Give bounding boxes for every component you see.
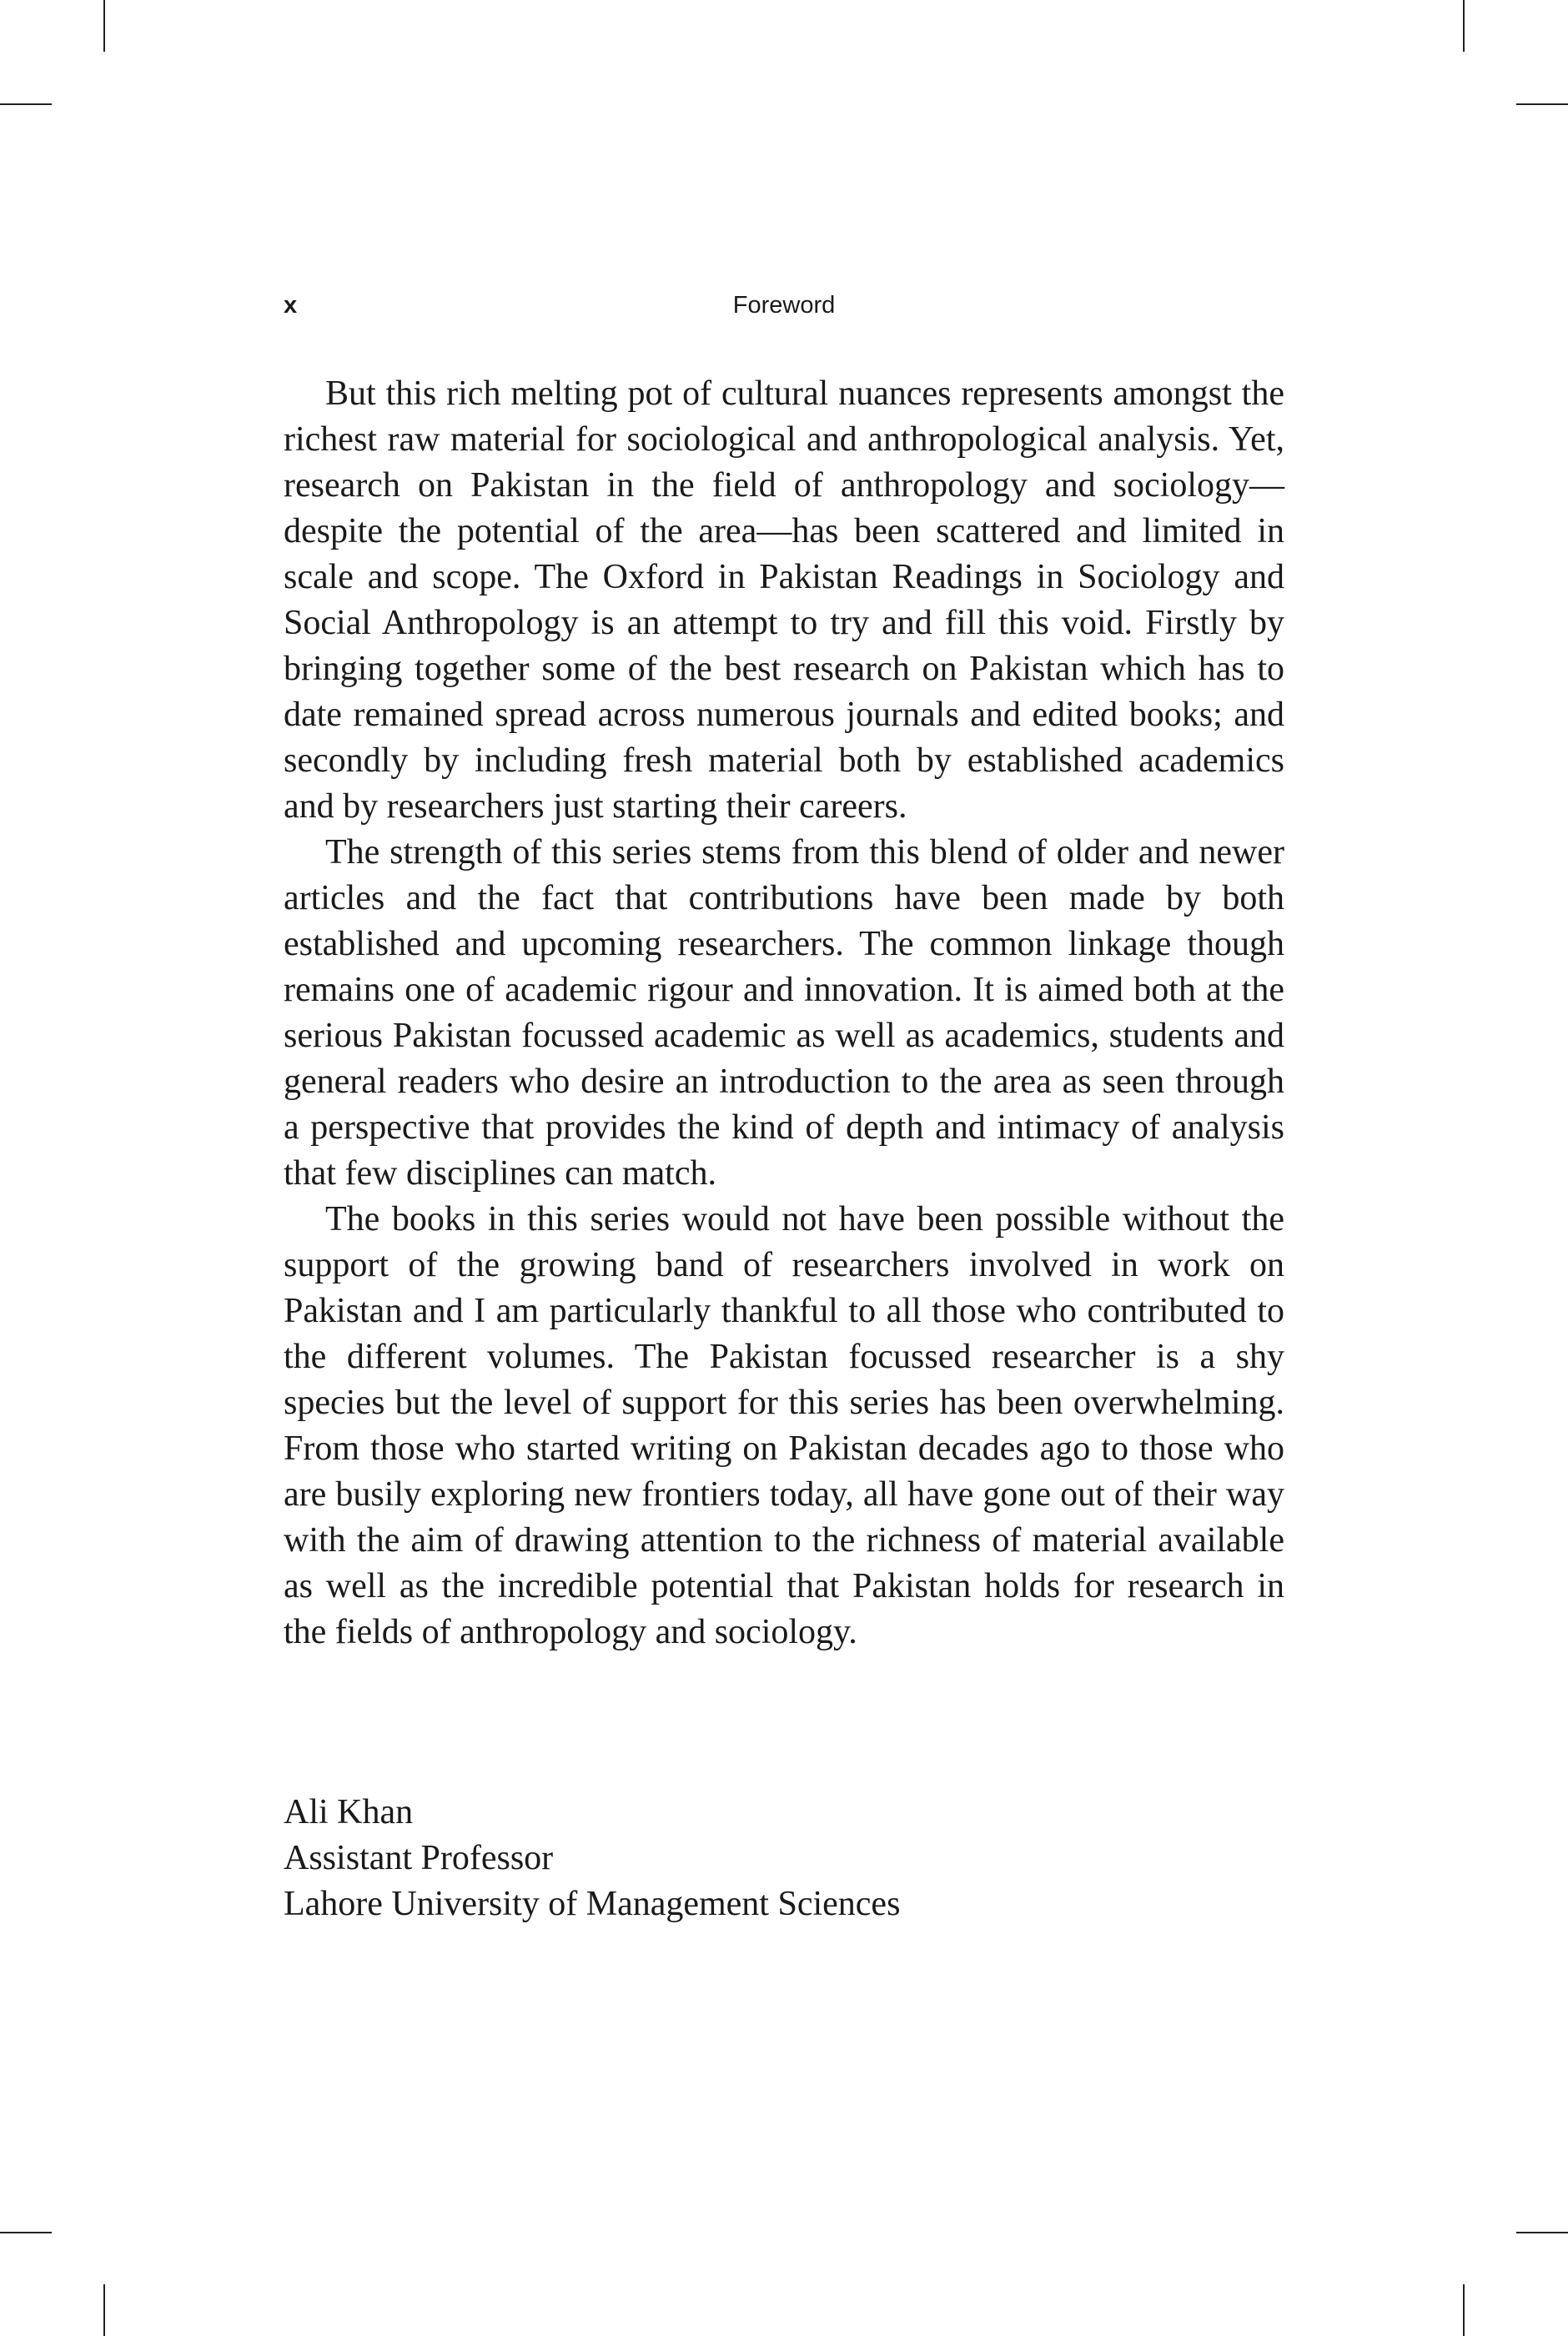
running-head [0, 292, 1568, 325]
running-head-title: Foreword [732, 292, 836, 319]
crop-mark-top-left-vertical [103, 0, 105, 52]
author-name: Ali Khan [284, 1793, 414, 1831]
author-institution: Lahore University of Management Sciences [284, 1885, 901, 1923]
page-number: x [284, 292, 298, 319]
body-text [284, 371, 1284, 1655]
paragraph-3: The books in this series would not have been possible without the support of the growing band of researchers involved in work on Pakistan and I am particularly thankful to all those who contributed to the different volumes. The Pakistan focussed researcher is a shy species but the level of support for this series has been overwhelming. From those who started writing on Pakistan decades ago to those who are busily exploring new frontiers today, all have gone out of their way with the aim of drawing attention to the richness of material available as well as the incredible potential that Pakistan holds for research in the fields of anthropology and sociology. [284, 1200, 1284, 1651]
crop-mark-bottom-right-horizontal [1516, 2232, 1568, 2233]
crop-mark-top-right-horizontal [1516, 103, 1568, 105]
crop-mark-top-right-vertical [1463, 0, 1465, 52]
paragraph-1: But this rich melting pot of cultural nuances represents amongst the richest raw material for sociological and anthropological analysis. Yet, research on Pakistan in the field of anthropology and sociology—despite the potential of the area—has been scattered and limited in scale and scope. The Oxford in Pakistan Readings in Sociology and Social Anthropology is an attempt to try and fill this void. Firstly by bringing together some of the best research on Pakistan which has to date remained spread across numerous journals and edited books; and secondly by including fresh material both by established academics and by researchers just starting their careers. [284, 374, 1284, 826]
crop-mark-bottom-left-vertical [103, 2284, 105, 2336]
paragraph-2: The strength of this series stems from this blend of older and newer articles and the fact that contributions have been made by both established and upcoming researchers. The common linkage though remains one of academic rigour and innovation. It is aimed both at the serious Pakistan focussed academic as well as academics, students and general readers who desire an introduction to the area as seen through a perspective that provides the kind of depth and intimacy of analysis that few disciplines can match. [284, 833, 1284, 1193]
crop-mark-bottom-right-vertical [1463, 2284, 1465, 2336]
author-position: Assistant Professor [284, 1839, 554, 1877]
signature-block [284, 1790, 1284, 1927]
crop-mark-top-left-horizontal [0, 103, 52, 105]
crop-mark-bottom-left-horizontal [0, 2232, 52, 2233]
